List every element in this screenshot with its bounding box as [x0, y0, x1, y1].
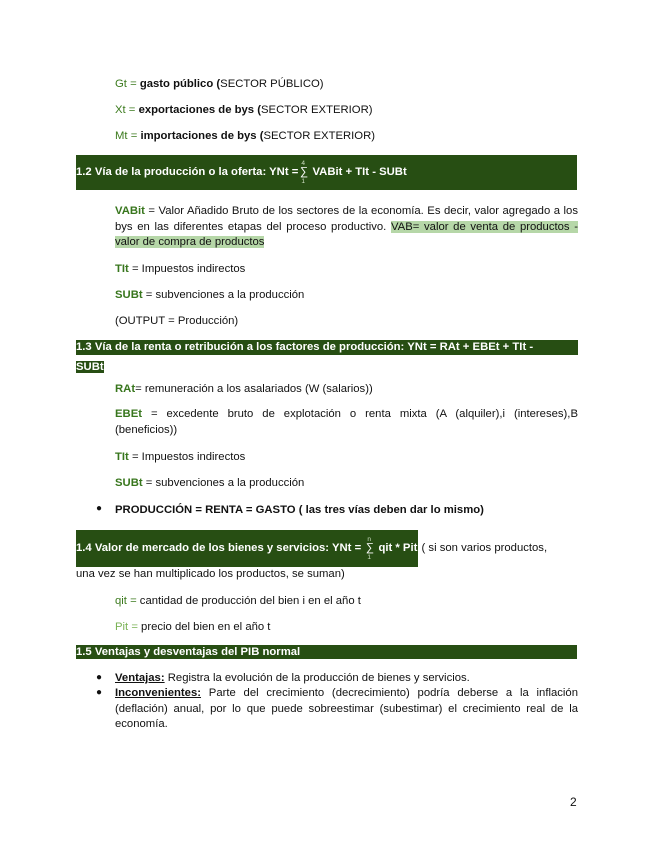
tit-symbol: TIt	[115, 263, 129, 275]
definition-xt	[115, 103, 373, 117]
symbol-mt: Mt =	[115, 130, 138, 142]
section-1-3-title-line1: 1.3 Vía de la renta o retribución a los factores de producción: YNt = RAt + EBEt + TIt -	[76, 340, 578, 355]
section-1-4-formula: qit * Pit	[375, 542, 418, 554]
disadvantages-item	[115, 686, 578, 733]
rat-definition	[115, 382, 373, 396]
definition-mt	[115, 129, 375, 143]
tit-text: = Impuestos indirectos	[128, 451, 246, 463]
qit-symbol: qit =	[115, 595, 137, 607]
bullet-icon: ●	[96, 687, 103, 698]
section-1-4-continuation	[76, 567, 345, 581]
vab-symbol: VABit	[115, 205, 145, 217]
section-1-5-heading	[76, 645, 577, 659]
subt-text: = subvenciones a la producción	[142, 289, 305, 301]
vab-definition	[115, 204, 578, 251]
advantages-item	[115, 671, 578, 687]
advantages-label: Ventajas:	[115, 672, 165, 684]
term-mt: importaciones de bys (	[140, 130, 264, 142]
section-1-4-heading	[76, 530, 547, 565]
sigma-upper: n	[367, 536, 371, 543]
qit-definition	[115, 594, 361, 608]
qit-text: cantidad de producción del bien i en el año t	[136, 595, 361, 607]
sector-xt: SECTOR EXTERIOR)	[261, 104, 373, 116]
section-1-4-line2: una vez se han multiplicado los productos, se suman)	[76, 568, 345, 580]
ebet-text: = excedente bruto de explotación o renta mixta (A (alquiler),i (intereses),B (beneficios))	[115, 408, 578, 436]
section-1-2-formula: VABit + TIt - SUBt	[309, 166, 407, 178]
sigma-lower: 1	[301, 178, 305, 185]
section-1-3-title-line2: SUBt	[76, 361, 104, 373]
output-text: (OUTPUT = Producción)	[115, 315, 239, 327]
identity-statement	[115, 503, 484, 517]
bullet-icon: ●	[96, 672, 103, 683]
definition-gt	[115, 77, 324, 91]
section-1-4-title-bar	[76, 530, 418, 567]
identity-text: PRODUCCIÓN = RENTA = GASTO ( las tres vías deben dar lo mismo)	[115, 504, 484, 516]
subt-symbol: SUBt	[115, 289, 143, 301]
sector-mt: SECTOR EXTERIOR)	[263, 130, 376, 142]
output-note	[115, 314, 238, 328]
pit-text: precio del bien en el año t	[137, 621, 271, 633]
sigma-icon: ∑ 4 1	[298, 155, 309, 190]
tit-definition-1	[115, 262, 245, 276]
subt-symbol: SUBt	[115, 477, 143, 489]
page-number: 2	[570, 795, 577, 809]
subt-definition-2	[115, 476, 304, 490]
section-1-3-heading	[76, 340, 578, 375]
tit-definition-2	[115, 450, 245, 464]
sector-gt: SECTOR PÚBLICO)	[220, 78, 324, 90]
rat-text: = remuneración a los asalariados (W (salarios))	[135, 383, 373, 395]
section-1-5-title: 1.5 Ventajas y desventajas del PIB normal	[76, 646, 301, 658]
vab-highlight: VAB= valor de venta de productos - valor de compra de productos	[115, 220, 578, 248]
section-1-4-after: ( si son varios productos,	[418, 542, 548, 554]
term-gt: gasto público (	[139, 78, 221, 90]
sigma-lower: 1	[367, 554, 371, 561]
symbol-xt: Xt =	[115, 104, 136, 116]
sigma-icon: ∑ n 1	[364, 531, 375, 566]
bullet-icon: ●	[96, 503, 103, 514]
vab-text: = Valor Añadido Bruto de los sectores de la economía. Es decir, valor agregado a los bys en las diferentes etapas del proceso productivo.	[115, 205, 578, 233]
pit-symbol: Pit =	[115, 621, 138, 633]
rat-symbol: RAt	[115, 383, 136, 395]
advantages-text: Registra la evolución de la producción de bienes y servicios.	[164, 672, 470, 684]
symbol-gt: Gt =	[115, 78, 137, 90]
section-1-4-title: 1.4 Valor de mercado de los bienes y servicios: YNt =	[76, 542, 365, 554]
pit-definition	[115, 620, 270, 634]
ebet-definition	[115, 407, 578, 438]
subt-definition-1	[115, 288, 304, 302]
sigma-upper: 4	[301, 160, 305, 167]
term-xt: exportaciones de bys (	[138, 104, 261, 116]
ebet-symbol: EBEt	[115, 408, 142, 420]
section-1-2-heading	[76, 155, 577, 190]
tit-symbol: TIt	[115, 451, 129, 463]
tit-text: = Impuestos indirectos	[128, 263, 246, 275]
section-1-2-title: 1.2 Vía de la producción o la oferta: YNt =	[76, 166, 299, 178]
disadvantages-text: Parte del crecimiento (decrecimiento) podría deberse a la inflación (deflación) anual, por lo que puede sobreestimar (subestimar) el crecimiento real de la economía.	[115, 687, 578, 730]
subt-text: = subvenciones a la producción	[142, 477, 305, 489]
disadvantages-label: Inconvenientes:	[115, 687, 202, 699]
